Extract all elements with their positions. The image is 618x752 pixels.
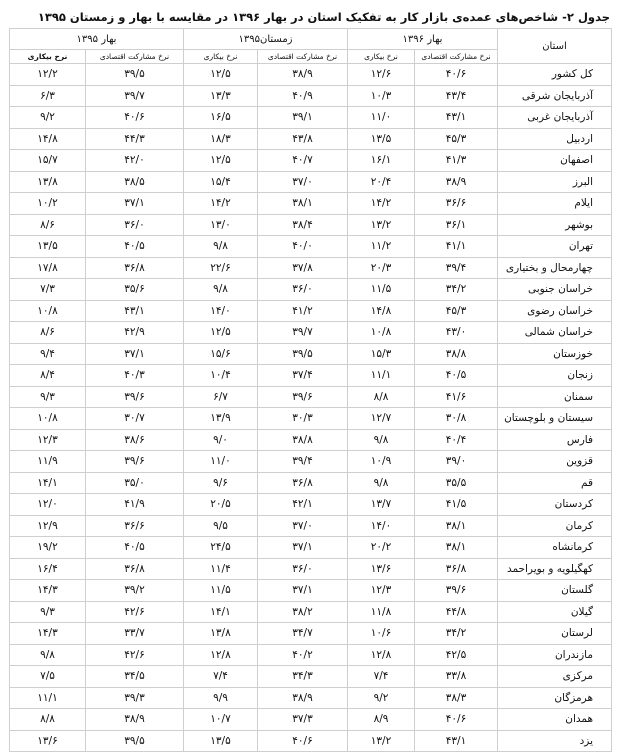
province-name: همدان	[498, 709, 612, 731]
unemployment-rate-cell: ۸/۴	[10, 365, 86, 387]
unemployment-rate-cell: ۱۱/۰	[348, 107, 415, 129]
table-row	[10, 85, 612, 107]
unemployment-rate-cell: ۱۴/۸	[348, 300, 415, 322]
unemployment-rate-cell: ۱۳/۹	[184, 408, 258, 430]
participation-rate-cell: ۳۹/۵	[258, 343, 348, 365]
unemployment-rate-cell: ۱۱/۹	[10, 451, 86, 473]
unemployment-rate-cell: ۱۲/۸	[348, 644, 415, 666]
unemployment-rate-cell: ۱۳/۲	[348, 730, 415, 752]
participation-rate-cell: ۴۴/۳	[86, 128, 184, 150]
unemployment-rate-cell: ۱۲/۳	[348, 580, 415, 602]
participation-rate-cell: ۳۴/۵	[86, 666, 184, 688]
participation-rate-cell: ۳۸/۳	[415, 687, 498, 709]
participation-rate-cell: ۳۰/۸	[415, 408, 498, 430]
participation-rate-cell: ۴۱/۲	[258, 300, 348, 322]
participation-rate-cell: ۴۰/۶	[258, 730, 348, 752]
province-name: اردبیل	[498, 128, 612, 150]
table-row	[10, 408, 612, 430]
unemployment-rate-cell: ۱۰/۹	[348, 451, 415, 473]
participation-rate-cell: ۳۹/۳	[86, 687, 184, 709]
unemployment-rate-cell: ۲۰/۵	[184, 494, 258, 516]
unemployment-rate-cell: ۱۳/۸	[184, 623, 258, 645]
province-name: آذربایجان غربی	[498, 107, 612, 129]
province-name: گیلان	[498, 601, 612, 623]
participation-rate-cell: ۴۱/۱	[415, 236, 498, 258]
participation-header: نرخ مشارکت اقتصادی	[86, 50, 184, 64]
unemployment-rate-cell: ۱۰/۸	[10, 300, 86, 322]
province-name: هرمزگان	[498, 687, 612, 709]
participation-rate-cell: ۳۶/۸	[86, 257, 184, 279]
table-row	[10, 515, 612, 537]
table-row	[10, 107, 612, 129]
unemployment-rate-cell: ۹/۴	[10, 343, 86, 365]
participation-rate-cell: ۳۷/۸	[258, 257, 348, 279]
table-row	[10, 623, 612, 645]
participation-rate-cell: ۴۳/۱	[415, 730, 498, 752]
unemployment-rate-cell: ۹/۸	[184, 279, 258, 301]
unemployment-rate-cell: ۱۲/۹	[10, 515, 86, 537]
unemployment-rate-cell: ۱۳/۳	[184, 85, 258, 107]
participation-rate-cell: ۴۰/۴	[415, 429, 498, 451]
participation-rate-cell: ۳۴/۳	[258, 666, 348, 688]
participation-rate-cell: ۳۶/۰	[258, 558, 348, 580]
unemployment-rate-cell: ۱۲/۸	[184, 644, 258, 666]
participation-rate-cell: ۳۸/۱	[258, 193, 348, 215]
unemployment-rate-cell: ۹/۵	[184, 515, 258, 537]
participation-rate-cell: ۴۲/۵	[415, 644, 498, 666]
unemployment-rate-cell: ۱۶/۵	[184, 107, 258, 129]
unemployment-header: نرخ بیکاری	[10, 50, 86, 64]
unemployment-rate-cell: ۱۱/۰	[184, 451, 258, 473]
province-name: خوزستان	[498, 343, 612, 365]
province-name: آذربایجان شرقی	[498, 85, 612, 107]
unemployment-rate-cell: ۱۲/۵	[184, 322, 258, 344]
province-name: قزوین	[498, 451, 612, 473]
participation-rate-cell: ۳۸/۱	[415, 537, 498, 559]
period-header-3: بهار ۱۳۹۵	[10, 29, 184, 50]
participation-rate-cell: ۳۸/۴	[258, 214, 348, 236]
unemployment-rate-cell: ۱۰/۸	[348, 322, 415, 344]
province-name: خراسان رضوی	[498, 300, 612, 322]
participation-header: نرخ مشارکت اقتصادی	[415, 50, 498, 64]
unemployment-rate-cell: ۱۵/۷	[10, 150, 86, 172]
table-row	[10, 257, 612, 279]
unemployment-rate-cell: ۸/۶	[10, 322, 86, 344]
participation-rate-cell: ۳۸/۸	[415, 343, 498, 365]
province-name: ایلام	[498, 193, 612, 215]
table-title: جدول ۲- شاخص‌های عمده‌ی بازار کار به تفکیک استان در بهار ۱۳۹۶ در مقایسه با بهار و زمستان ۱۳۹۵	[37, 10, 610, 24]
participation-rate-cell: ۳۷/۰	[258, 515, 348, 537]
unemployment-rate-cell: ۸/۶	[10, 214, 86, 236]
unemployment-header: نرخ بیکاری	[184, 50, 258, 64]
unemployment-rate-cell: ۱۱/۸	[348, 601, 415, 623]
unemployment-rate-cell: ۸/۸	[348, 386, 415, 408]
participation-rate-cell: ۳۶/۸	[86, 558, 184, 580]
province-name: چهارمحال و بختیاری	[498, 257, 612, 279]
unemployment-rate-cell: ۹/۹	[184, 687, 258, 709]
participation-rate-cell: ۴۰/۰	[258, 236, 348, 258]
participation-rate-cell: ۴۰/۶	[415, 64, 498, 86]
participation-rate-cell: ۴۰/۵	[415, 365, 498, 387]
participation-rate-cell: ۳۶/۱	[415, 214, 498, 236]
unemployment-rate-cell: ۱۹/۲	[10, 537, 86, 559]
unemployment-rate-cell: ۹/۰	[184, 429, 258, 451]
unemployment-rate-cell: ۹/۲	[348, 687, 415, 709]
participation-rate-cell: ۳۹/۵	[86, 730, 184, 752]
province-name: مازندران	[498, 644, 612, 666]
unemployment-rate-cell: ۹/۳	[10, 386, 86, 408]
participation-rate-cell: ۴۱/۳	[415, 150, 498, 172]
province-name: کردستان	[498, 494, 612, 516]
participation-rate-cell: ۳۸/۹	[258, 64, 348, 86]
unemployment-rate-cell: ۱۱/۵	[348, 279, 415, 301]
unemployment-rate-cell: ۹/۸	[348, 429, 415, 451]
unemployment-rate-cell: ۱۶/۴	[10, 558, 86, 580]
unemployment-header: نرخ بیکاری	[348, 50, 415, 64]
table-row	[10, 365, 612, 387]
unemployment-rate-cell: ۱۴/۰	[348, 515, 415, 537]
participation-rate-cell: ۳۸/۱	[415, 515, 498, 537]
province-name: سیستان و بلوچستان	[498, 408, 612, 430]
unemployment-rate-cell: ۷/۴	[184, 666, 258, 688]
province-name: تهران	[498, 236, 612, 258]
table-row	[10, 300, 612, 322]
participation-rate-cell: ۳۹/۷	[86, 85, 184, 107]
unemployment-rate-cell: ۲۰/۲	[348, 537, 415, 559]
participation-rate-cell: ۴۳/۱	[415, 107, 498, 129]
unemployment-rate-cell: ۲۰/۴	[348, 171, 415, 193]
participation-rate-cell: ۳۹/۶	[86, 451, 184, 473]
province-name: البرز	[498, 171, 612, 193]
unemployment-rate-cell: ۱۳/۲	[348, 214, 415, 236]
unemployment-rate-cell: ۱۴/۲	[184, 193, 258, 215]
unemployment-rate-cell: ۱۰/۶	[348, 623, 415, 645]
participation-rate-cell: ۳۹/۶	[258, 386, 348, 408]
unemployment-rate-cell: ۹/۸	[184, 236, 258, 258]
participation-rate-cell: ۳۶/۸	[415, 558, 498, 580]
unemployment-rate-cell: ۱۳/۵	[348, 128, 415, 150]
unemployment-rate-cell: ۱۵/۴	[184, 171, 258, 193]
participation-rate-cell: ۴۱/۵	[415, 494, 498, 516]
participation-rate-cell: ۳۳/۷	[86, 623, 184, 645]
unemployment-rate-cell: ۹/۲	[10, 107, 86, 129]
participation-rate-cell: ۳۵/۵	[415, 472, 498, 494]
table-row	[10, 451, 612, 473]
participation-rate-cell: ۴۲/۱	[258, 494, 348, 516]
participation-rate-cell: ۳۶/۰	[86, 214, 184, 236]
unemployment-rate-cell: ۲۴/۵	[184, 537, 258, 559]
unemployment-rate-cell: ۱۲/۵	[184, 64, 258, 86]
participation-rate-cell: ۳۰/۷	[86, 408, 184, 430]
participation-rate-cell: ۳۶/۶	[86, 515, 184, 537]
unemployment-rate-cell: ۹/۸	[348, 472, 415, 494]
province-name: مرکزی	[498, 666, 612, 688]
participation-rate-cell: ۴۲/۶	[86, 601, 184, 623]
unemployment-rate-cell: ۸/۹	[348, 709, 415, 731]
participation-rate-cell: ۴۰/۶	[415, 709, 498, 731]
participation-rate-cell: ۴۰/۷	[258, 150, 348, 172]
participation-rate-cell: ۴۴/۸	[415, 601, 498, 623]
participation-rate-cell: ۳۶/۰	[258, 279, 348, 301]
province-header: استان	[498, 29, 612, 64]
participation-rate-cell: ۴۳/۱	[86, 300, 184, 322]
unemployment-rate-cell: ۱۱/۱	[348, 365, 415, 387]
unemployment-rate-cell: ۶/۷	[184, 386, 258, 408]
participation-rate-cell: ۳۸/۹	[86, 709, 184, 731]
table-row	[10, 279, 612, 301]
unemployment-rate-cell: ۱۴/۰	[184, 300, 258, 322]
table-row	[10, 64, 612, 86]
province-name: خراسان جنوبی	[498, 279, 612, 301]
table-row	[10, 386, 612, 408]
participation-rate-cell: ۳۹/۶	[415, 580, 498, 602]
participation-rate-cell: ۳۷/۳	[258, 709, 348, 731]
participation-rate-cell: ۳۹/۷	[258, 322, 348, 344]
unemployment-rate-cell: ۱۳/۸	[10, 171, 86, 193]
table-row	[10, 171, 612, 193]
participation-rate-cell: ۴۵/۳	[415, 300, 498, 322]
province-name: یزد	[498, 730, 612, 752]
unemployment-rate-cell: ۱۷/۸	[10, 257, 86, 279]
participation-rate-cell: ۳۸/۸	[258, 429, 348, 451]
unemployment-rate-cell: ۱۰/۸	[10, 408, 86, 430]
participation-rate-cell: ۴۲/۹	[86, 322, 184, 344]
participation-rate-cell: ۴۰/۵	[86, 537, 184, 559]
participation-rate-cell: ۳۸/۲	[258, 601, 348, 623]
participation-rate-cell: ۳۷/۱	[86, 193, 184, 215]
table-row	[10, 322, 612, 344]
participation-rate-cell: ۳۸/۶	[86, 429, 184, 451]
unemployment-rate-cell: ۱۵/۳	[348, 343, 415, 365]
participation-rate-cell: ۴۰/۶	[86, 107, 184, 129]
province-name: کل کشور	[498, 64, 612, 86]
participation-rate-cell: ۳۸/۹	[415, 171, 498, 193]
period-header-1: بهار ۱۳۹۶	[348, 29, 498, 50]
participation-rate-cell: ۳۹/۱	[258, 107, 348, 129]
participation-rate-cell: ۴۳/۸	[258, 128, 348, 150]
unemployment-rate-cell: ۲۰/۳	[348, 257, 415, 279]
table-row	[10, 644, 612, 666]
unemployment-rate-cell: ۱۸/۳	[184, 128, 258, 150]
participation-rate-cell: ۴۲/۰	[86, 150, 184, 172]
participation-rate-cell: ۳۶/۸	[258, 472, 348, 494]
participation-rate-cell: ۳۷/۱	[86, 343, 184, 365]
participation-rate-cell: ۳۰/۳	[258, 408, 348, 430]
unemployment-rate-cell: ۱۲/۳	[10, 429, 86, 451]
unemployment-rate-cell: ۹/۳	[10, 601, 86, 623]
table-row	[10, 666, 612, 688]
province-name: بوشهر	[498, 214, 612, 236]
participation-rate-cell: ۴۳/۴	[415, 85, 498, 107]
participation-rate-cell: ۳۹/۴	[258, 451, 348, 473]
table-row	[10, 558, 612, 580]
unemployment-rate-cell: ۷/۴	[348, 666, 415, 688]
participation-rate-cell: ۳۷/۰	[258, 171, 348, 193]
participation-rate-cell: ۴۰/۵	[86, 236, 184, 258]
table-row	[10, 150, 612, 172]
table-row	[10, 580, 612, 602]
table-row	[10, 343, 612, 365]
unemployment-rate-cell: ۱۴/۸	[10, 128, 86, 150]
unemployment-rate-cell: ۱۰/۴	[184, 365, 258, 387]
table-row	[10, 472, 612, 494]
unemployment-rate-cell: ۱۴/۳	[10, 580, 86, 602]
participation-rate-cell: ۳۹/۲	[86, 580, 184, 602]
participation-rate-cell: ۳۶/۶	[415, 193, 498, 215]
province-name: فارس	[498, 429, 612, 451]
period-header-2: زمستان۱۳۹۵	[184, 29, 348, 50]
province-name: لرستان	[498, 623, 612, 645]
unemployment-rate-cell: ۱۲/۰	[10, 494, 86, 516]
participation-rate-cell: ۳۹/۰	[415, 451, 498, 473]
unemployment-rate-cell: ۱۱/۴	[184, 558, 258, 580]
unemployment-rate-cell: ۱۴/۱	[10, 472, 86, 494]
participation-rate-cell: ۳۳/۸	[415, 666, 498, 688]
table-row	[10, 494, 612, 516]
participation-rate-cell: ۴۰/۲	[258, 644, 348, 666]
table-row	[10, 193, 612, 215]
table-row	[10, 537, 612, 559]
unemployment-rate-cell: ۱۳/۶	[10, 730, 86, 752]
unemployment-rate-cell: ۱۲/۶	[348, 64, 415, 86]
participation-rate-cell: ۳۴/۷	[258, 623, 348, 645]
province-name: زنجان	[498, 365, 612, 387]
table-row	[10, 730, 612, 752]
participation-rate-cell: ۴۱/۹	[86, 494, 184, 516]
unemployment-rate-cell: ۱۴/۲	[348, 193, 415, 215]
participation-rate-cell: ۳۴/۲	[415, 279, 498, 301]
unemployment-rate-cell: ۱۱/۱	[10, 687, 86, 709]
province-name: سمنان	[498, 386, 612, 408]
province-name: کرمانشاه	[498, 537, 612, 559]
table-row	[10, 429, 612, 451]
unemployment-rate-cell: ۱۳/۷	[348, 494, 415, 516]
unemployment-rate-cell: ۹/۸	[10, 644, 86, 666]
province-name: قم	[498, 472, 612, 494]
unemployment-rate-cell: ۷/۳	[10, 279, 86, 301]
province-name: کهگیلویه و بویراحمد	[498, 558, 612, 580]
participation-rate-cell: ۳۵/۶	[86, 279, 184, 301]
unemployment-rate-cell: ۱۳/۶	[348, 558, 415, 580]
table-row	[10, 128, 612, 150]
participation-header: نرخ مشارکت اقتصادی	[258, 50, 348, 64]
unemployment-rate-cell: ۱۴/۱	[184, 601, 258, 623]
participation-rate-cell: ۳۹/۴	[415, 257, 498, 279]
unemployment-rate-cell: ۱۴/۳	[10, 623, 86, 645]
participation-rate-cell: ۳۸/۵	[86, 171, 184, 193]
unemployment-rate-cell: ۸/۸	[10, 709, 86, 731]
unemployment-rate-cell: ۲۲/۶	[184, 257, 258, 279]
table-row	[10, 601, 612, 623]
unemployment-rate-cell: ۹/۶	[184, 472, 258, 494]
participation-rate-cell: ۴۰/۳	[86, 365, 184, 387]
participation-rate-cell: ۳۷/۱	[258, 580, 348, 602]
unemployment-rate-cell: ۱۲/۷	[348, 408, 415, 430]
unemployment-rate-cell: ۱۰/۲	[10, 193, 86, 215]
province-name: کرمان	[498, 515, 612, 537]
participation-rate-cell: ۴۳/۰	[415, 322, 498, 344]
unemployment-rate-cell: ۱۳/۵	[10, 236, 86, 258]
table-row	[10, 236, 612, 258]
unemployment-rate-cell: ۱۶/۱	[348, 150, 415, 172]
table-row	[10, 687, 612, 709]
participation-rate-cell: ۴۰/۹	[258, 85, 348, 107]
unemployment-rate-cell: ۱۲/۵	[184, 150, 258, 172]
unemployment-rate-cell: ۱۵/۶	[184, 343, 258, 365]
unemployment-rate-cell: ۱۱/۲	[348, 236, 415, 258]
unemployment-rate-cell: ۱۱/۵	[184, 580, 258, 602]
unemployment-rate-cell: ۱۳/۰	[184, 214, 258, 236]
participation-rate-cell: ۴۱/۶	[415, 386, 498, 408]
participation-rate-cell: ۳۸/۹	[258, 687, 348, 709]
table-row	[10, 214, 612, 236]
province-name: اصفهان	[498, 150, 612, 172]
participation-rate-cell: ۳۹/۶	[86, 386, 184, 408]
table-body	[10, 64, 612, 752]
participation-rate-cell: ۳۴/۲	[415, 623, 498, 645]
table-row	[10, 709, 612, 731]
participation-rate-cell: ۳۷/۴	[258, 365, 348, 387]
participation-rate-cell: ۴۲/۶	[86, 644, 184, 666]
unemployment-rate-cell: ۱۰/۳	[348, 85, 415, 107]
unemployment-rate-cell: ۱۲/۲	[10, 64, 86, 86]
participation-rate-cell: ۳۷/۱	[258, 537, 348, 559]
participation-rate-cell: ۳۹/۵	[86, 64, 184, 86]
province-name: خراسان شمالی	[498, 322, 612, 344]
unemployment-rate-cell: ۶/۳	[10, 85, 86, 107]
participation-rate-cell: ۴۵/۳	[415, 128, 498, 150]
province-name: گلستان	[498, 580, 612, 602]
unemployment-rate-cell: ۱۰/۷	[184, 709, 258, 731]
labor-market-table	[9, 28, 612, 752]
unemployment-rate-cell: ۷/۵	[10, 666, 86, 688]
unemployment-rate-cell: ۱۳/۵	[184, 730, 258, 752]
participation-rate-cell: ۳۵/۰	[86, 472, 184, 494]
